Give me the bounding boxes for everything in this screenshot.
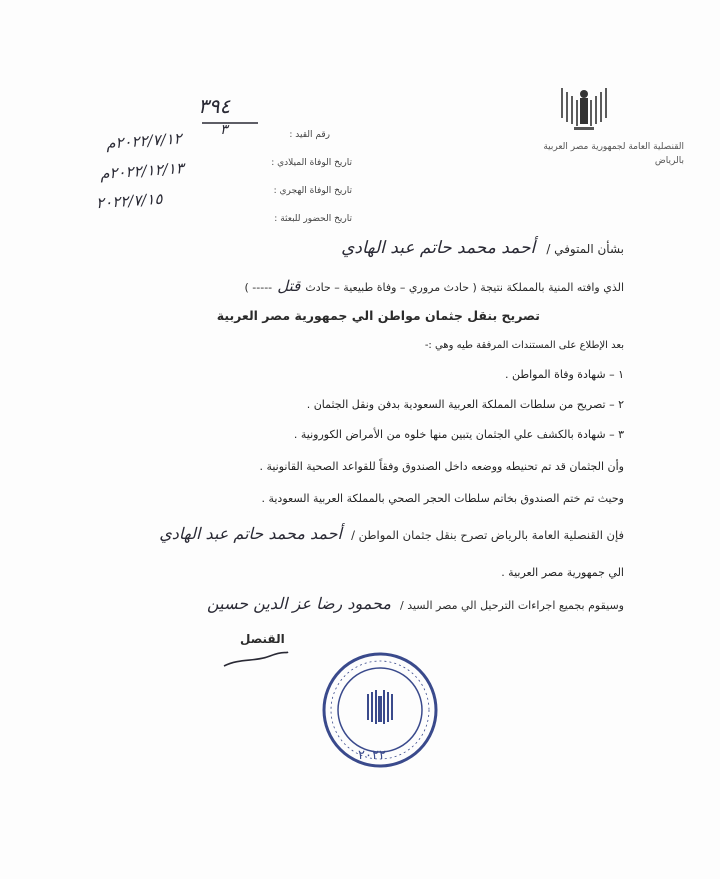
permit-text: فإن القنصلية العامة بالرياض تصرح بنقل جثمان المواطن / (351, 528, 624, 542)
hijri-death-date-value: ٢٠٢٢/١٢/١٣م (99, 159, 185, 183)
quarantine-seal-statement: وحيث تم ختم الصندوق بخاتم سلطات الحجر الصحي بالمملكة العربية السعودية . (261, 492, 624, 505)
deceased-line (341, 238, 624, 258)
ref-number-sub: ٣ (220, 122, 228, 138)
hijri-death-date-label: تاريخ الوفاة الهجري : (273, 186, 352, 196)
greg-death-date-value: ٢٠٢٢/٧/١٢م (105, 129, 183, 153)
consul-signature (220, 648, 290, 672)
arrival-date-label: تاريخ الحضور للبعثة : (274, 214, 352, 224)
destination-line: الي جمهورية مصر العربية . (501, 566, 624, 579)
permit-name: أحمد محمد حاتم عبد الهادي (159, 524, 342, 543)
ref-number-label: رقم القيد : (289, 130, 330, 140)
ref-fraction-line (200, 120, 260, 126)
document-title: تصريح بنقل جثمان مواطن الي جمهورية مصر العربية (216, 308, 540, 323)
cause-text: الذي وافته المنية بالمملكة نتيجة ( حادث مروري – وفاة طبيعية – حادث (305, 281, 624, 294)
org-city: بالرياض (654, 156, 684, 166)
org-name: القنصلية العامة لجمهورية مصر العربية (543, 142, 684, 152)
greg-death-date-label: تاريخ الوفاة الميلادي : (271, 158, 352, 168)
documents-intro: بعد الإطلاع على المستندات المرفقة طيه وهي :- (424, 340, 624, 351)
escort-line (207, 594, 624, 613)
escort-text: وسيقوم بجميع اجراءات الترحيل الي مصر السيد / (400, 599, 624, 612)
deceased-name: أحمد محمد حاتم عبد الهادي (341, 238, 536, 258)
cause-handwritten: قتل (277, 277, 301, 295)
cause-close: ----- ) (244, 281, 273, 294)
deceased-label: بشأن المتوفي / (546, 242, 624, 256)
permit-line (159, 524, 624, 543)
ref-number-value: ٣٩٤ (198, 94, 231, 118)
issuing-authority (524, 140, 684, 168)
embalming-statement: وأن الجثمان قد تم تحنيطه ووضعه داخل الصندوق وفقاً للقواعد الصحية القانونية . (259, 460, 624, 473)
document-item-3: ٣ – شهادة بالكشف علي الجثمان يتبين منها خلوه من الأمراض الكورونية . (293, 428, 624, 441)
escort-name: محمود رضا عز الدين حسين (206, 594, 391, 613)
egypt-eagle-emblem (556, 84, 612, 134)
seal-date: ٢٠٢٢ (358, 748, 386, 763)
cause-line (245, 276, 624, 295)
document-item-1: ١ – شهادة وفاة المواطن . (504, 368, 624, 381)
document-item-2: ٢ – تصريح من سلطات المملكة العربية السعودية بدفن ونقل الجثمان . (306, 398, 624, 411)
consul-label: القنصل (240, 632, 285, 646)
arrival-date-value: ٢٠٢٢/٧/١٥ (95, 189, 164, 213)
